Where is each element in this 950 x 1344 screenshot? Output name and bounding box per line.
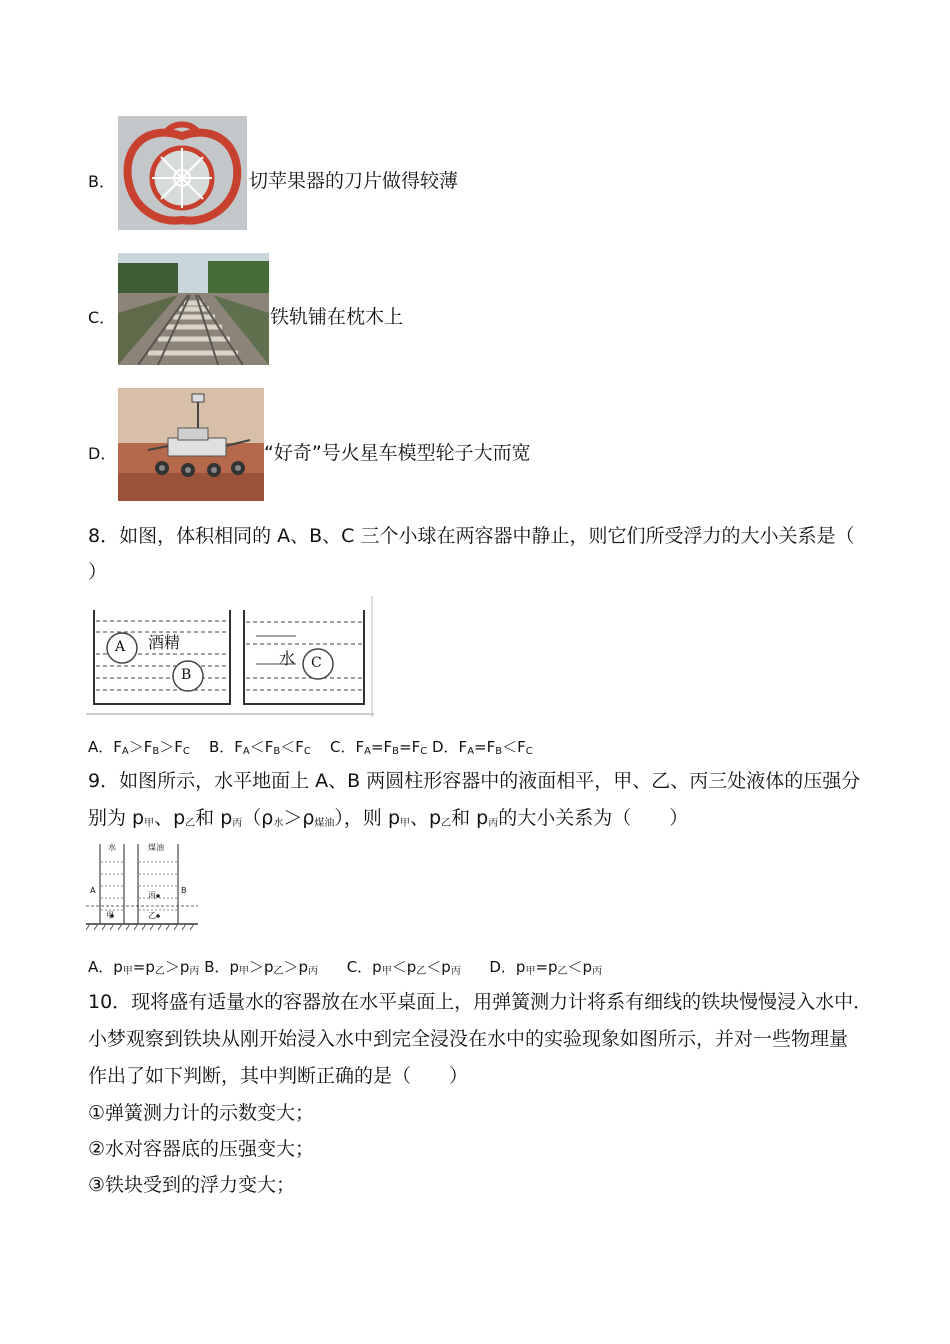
option-d-text: “好奇”号火星车模型轮子大而宽: [264, 442, 531, 464]
question-9-line-1: 9．如图所示，水平地面上 A、B 两圆柱形容器中的液面相平，甲、乙、丙三处液体的压强分: [88, 770, 861, 792]
answer-c: C．$p_甲<p_乙<p_丙$: [346, 958, 461, 977]
mars-rover-photo-icon: [118, 388, 264, 501]
yi-label: 乙: [148, 911, 156, 920]
bing-label: 丙: [148, 891, 156, 900]
option-c-letter: C．: [88, 308, 116, 327]
answer-c: C．$F_A=F_B=F_C$: [329, 738, 428, 757]
water-label: 水: [279, 649, 296, 668]
question-10-line-1: 10．现将盛有适量水的容器放在水平桌面上，用弹簧测力计将系有细线的铁块慢慢浸入水中．: [88, 991, 873, 1013]
question-8-answers: [88, 736, 533, 757]
question-10-line-2: 小梦观察到铁块从刚开始浸入水中到完全浸没在水中的实验现象如图所示，并对一些物理量: [88, 1028, 849, 1050]
ball-a-label: A: [115, 639, 126, 655]
question-10-item-2: ②水对容器底的压强变大；: [88, 1138, 315, 1160]
answer-a: A．$F_A>F_B>F_C$: [88, 738, 190, 757]
railway-tracks-photo-icon: [118, 253, 269, 365]
water-label: 水: [108, 843, 116, 852]
question-10-item-3: ③铁块受到的浮力变大；: [88, 1174, 296, 1196]
ball-c-label: C: [311, 655, 322, 671]
alcohol-label: 酒精: [148, 633, 181, 652]
question-9-line-2: 别为 $p_甲$、$p_乙$和 $p_丙(\rho_水>\rho_{煤油})$，则 $p_甲$、$p_乙$和 $p_丙$的大小关系为（ ）: [88, 807, 689, 829]
option-b-letter: B．: [88, 172, 115, 191]
container-a-label: A: [90, 886, 96, 895]
answer-b: B．$F_A<F_B<F_C$: [208, 738, 311, 757]
question-10-line-3: 作出了如下判断，其中判断正确的是（ ）: [88, 1065, 469, 1087]
answer-d: D．$p_甲=p_乙<p_丙$: [489, 958, 603, 977]
answer-b: B．$p_甲>p_乙>p_丙$: [204, 958, 319, 977]
answer-a: A．$p_甲=p_乙>p_丙$: [88, 958, 200, 977]
option-c-text: 铁轨铺在枕木上: [270, 306, 404, 328]
buoyancy-containers-diagram: [86, 596, 374, 717]
option-b-text: 切苹果器的刀片做得较薄: [249, 170, 459, 192]
kerosene-label: 煤油: [148, 843, 164, 852]
answer-d: D．$F_A=F_B<F_C$: [431, 738, 533, 757]
question-8-line-1: 8．如图，体积相同的 A、B、C 三个小球在两容器中静止，则它们所受浮力的大小关系是（: [88, 525, 855, 547]
jia-label: 甲: [106, 911, 114, 920]
question-8-figure: [86, 596, 374, 717]
apple-slicer-photo-icon: [118, 116, 247, 230]
question-8-line-2: ）: [88, 561, 108, 583]
ball-b-label: B: [181, 667, 192, 683]
question-10-item-1: ①弹簧测力计的示数变大；: [88, 1102, 315, 1124]
container-b-label: B: [181, 886, 187, 895]
question-9-answers: [88, 956, 602, 977]
option-d-letter: D．: [88, 444, 117, 463]
question-9-figure: [86, 840, 198, 932]
